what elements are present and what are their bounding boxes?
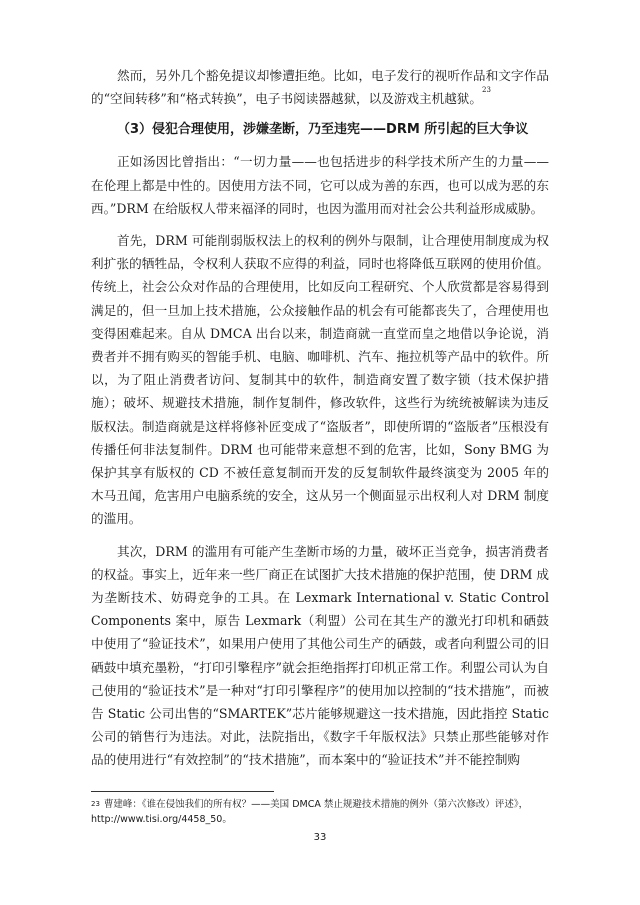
paragraph-1-text: 然而，另外几个豁免提议却惨遭拒绝。比如，电子发行的视听作品和文字作品的“空间转移”和“格式转换”，电子书阅读器越狱，以及游戏主机越狱。 <box>91 68 549 107</box>
paragraph-2: 正如汤因比曾指出：“一切力量——也包括进步的科学技术所产生的力量——在伦理上都是中性的。因使用方法不同，它可以成为善的东西，也可以成为恶的东西。”DRM 在给版权人带来福泽的同时，也因为滥用而对社会公共利益形成威胁。 <box>91 154 549 216</box>
footnote-number: 23 <box>91 800 100 808</box>
footnote-text: 曹建峰：《谁在侵蚀我们的所有权？——美国 DMCA 禁止规避技术措施的例外（第六次修改）评述》，http://www.tisi.org/4458_50。 <box>91 799 529 825</box>
section-heading: （3）侵犯合理使用，涉嫌垄断，乃至违宪——DRM 所引起的巨大争议 <box>117 122 529 138</box>
paragraph-3: 首先，DRM 可能削弱版权法上的权利的例外与限制，让合理使用制度成为权利扩张的牺牲品，令权利人获取不应得的利益，同时也将降低互联网的使用价值。传统上，社会公众对作品的合理使用，比如反向工程研究、个人欣赏都是容易得到满足的，但一旦加上技术措施，公众接触作品的机会有可能都丧失了，合理使用也变得困难起来。自从 DMCA 出台以来，制造商就一直堂而皇之地借以争论说，消费者并不拥有购买的智能手机、电脑、咖啡机、汽车、拖拉机等产品中的软件。所以，为了阻止消费者访问、复制其中的软件，制造商安置了数字锁（技术保护措施）；破坏、规避技术措施，制作复制件，修改软件，这些行为统统被解读为违反版权法。制造商就是这样将修补匠变成了“盗版者”，即使所谓的“盗版者”压根没有传播任何非法复制件。DRM 也可能带来意想不到的危害，比如，Sony BMG 为保护其享有版权的 CD 不被任意复制而开发的反复制软件最终演变为 2005 年的木马丑闻，危害用户电脑系统的安全，这从另一个侧面显示出权利人对 DRM 制度的滥用。 <box>91 233 549 527</box>
page-number: 33 <box>313 832 327 843</box>
paragraph-1 <box>91 64 549 110</box>
footnote <box>91 797 549 827</box>
footnote-reference[interactable]: 23 <box>481 86 491 95</box>
footnote-divider <box>91 791 274 792</box>
paragraph-4: 其次，DRM 的滥用有可能产生垄断市场的力量，破坏正当竞争，损害消费者的权益。事实上，近年来一些厂商正在试图扩大技术措施的保护范围，使 DRM 成为垄断技术、妨碍竞争的工具。在 Lexmark International v. Static Control Components 案中，原告 Lexmark（利盟）公司在其生产的激光打印机和硒鼓中使用了“验证技术”，如果用户使用了其他公司生产的硒鼓，或者向利盟公司的旧硒鼓中填充墨粉，“打印引擎程序”就会拒绝指挥打印机正常工作。利盟公司认为自己使用的“验证技术”是一种对“打印引擎程序”的使用加以控制的“技术措施”，而被告 Static 公司出售的“SMARTEK”芯片能够规避这一技术措施，因此指控 Static 公司的销售行为违法。对此，法院指出，《数字千年版权法》只禁止那些能够对作品的使用进行“有效控制”的“技术措施”，而本案中的“验证技术”并不能控制购 <box>91 543 549 768</box>
body-text <box>91 64 549 781</box>
